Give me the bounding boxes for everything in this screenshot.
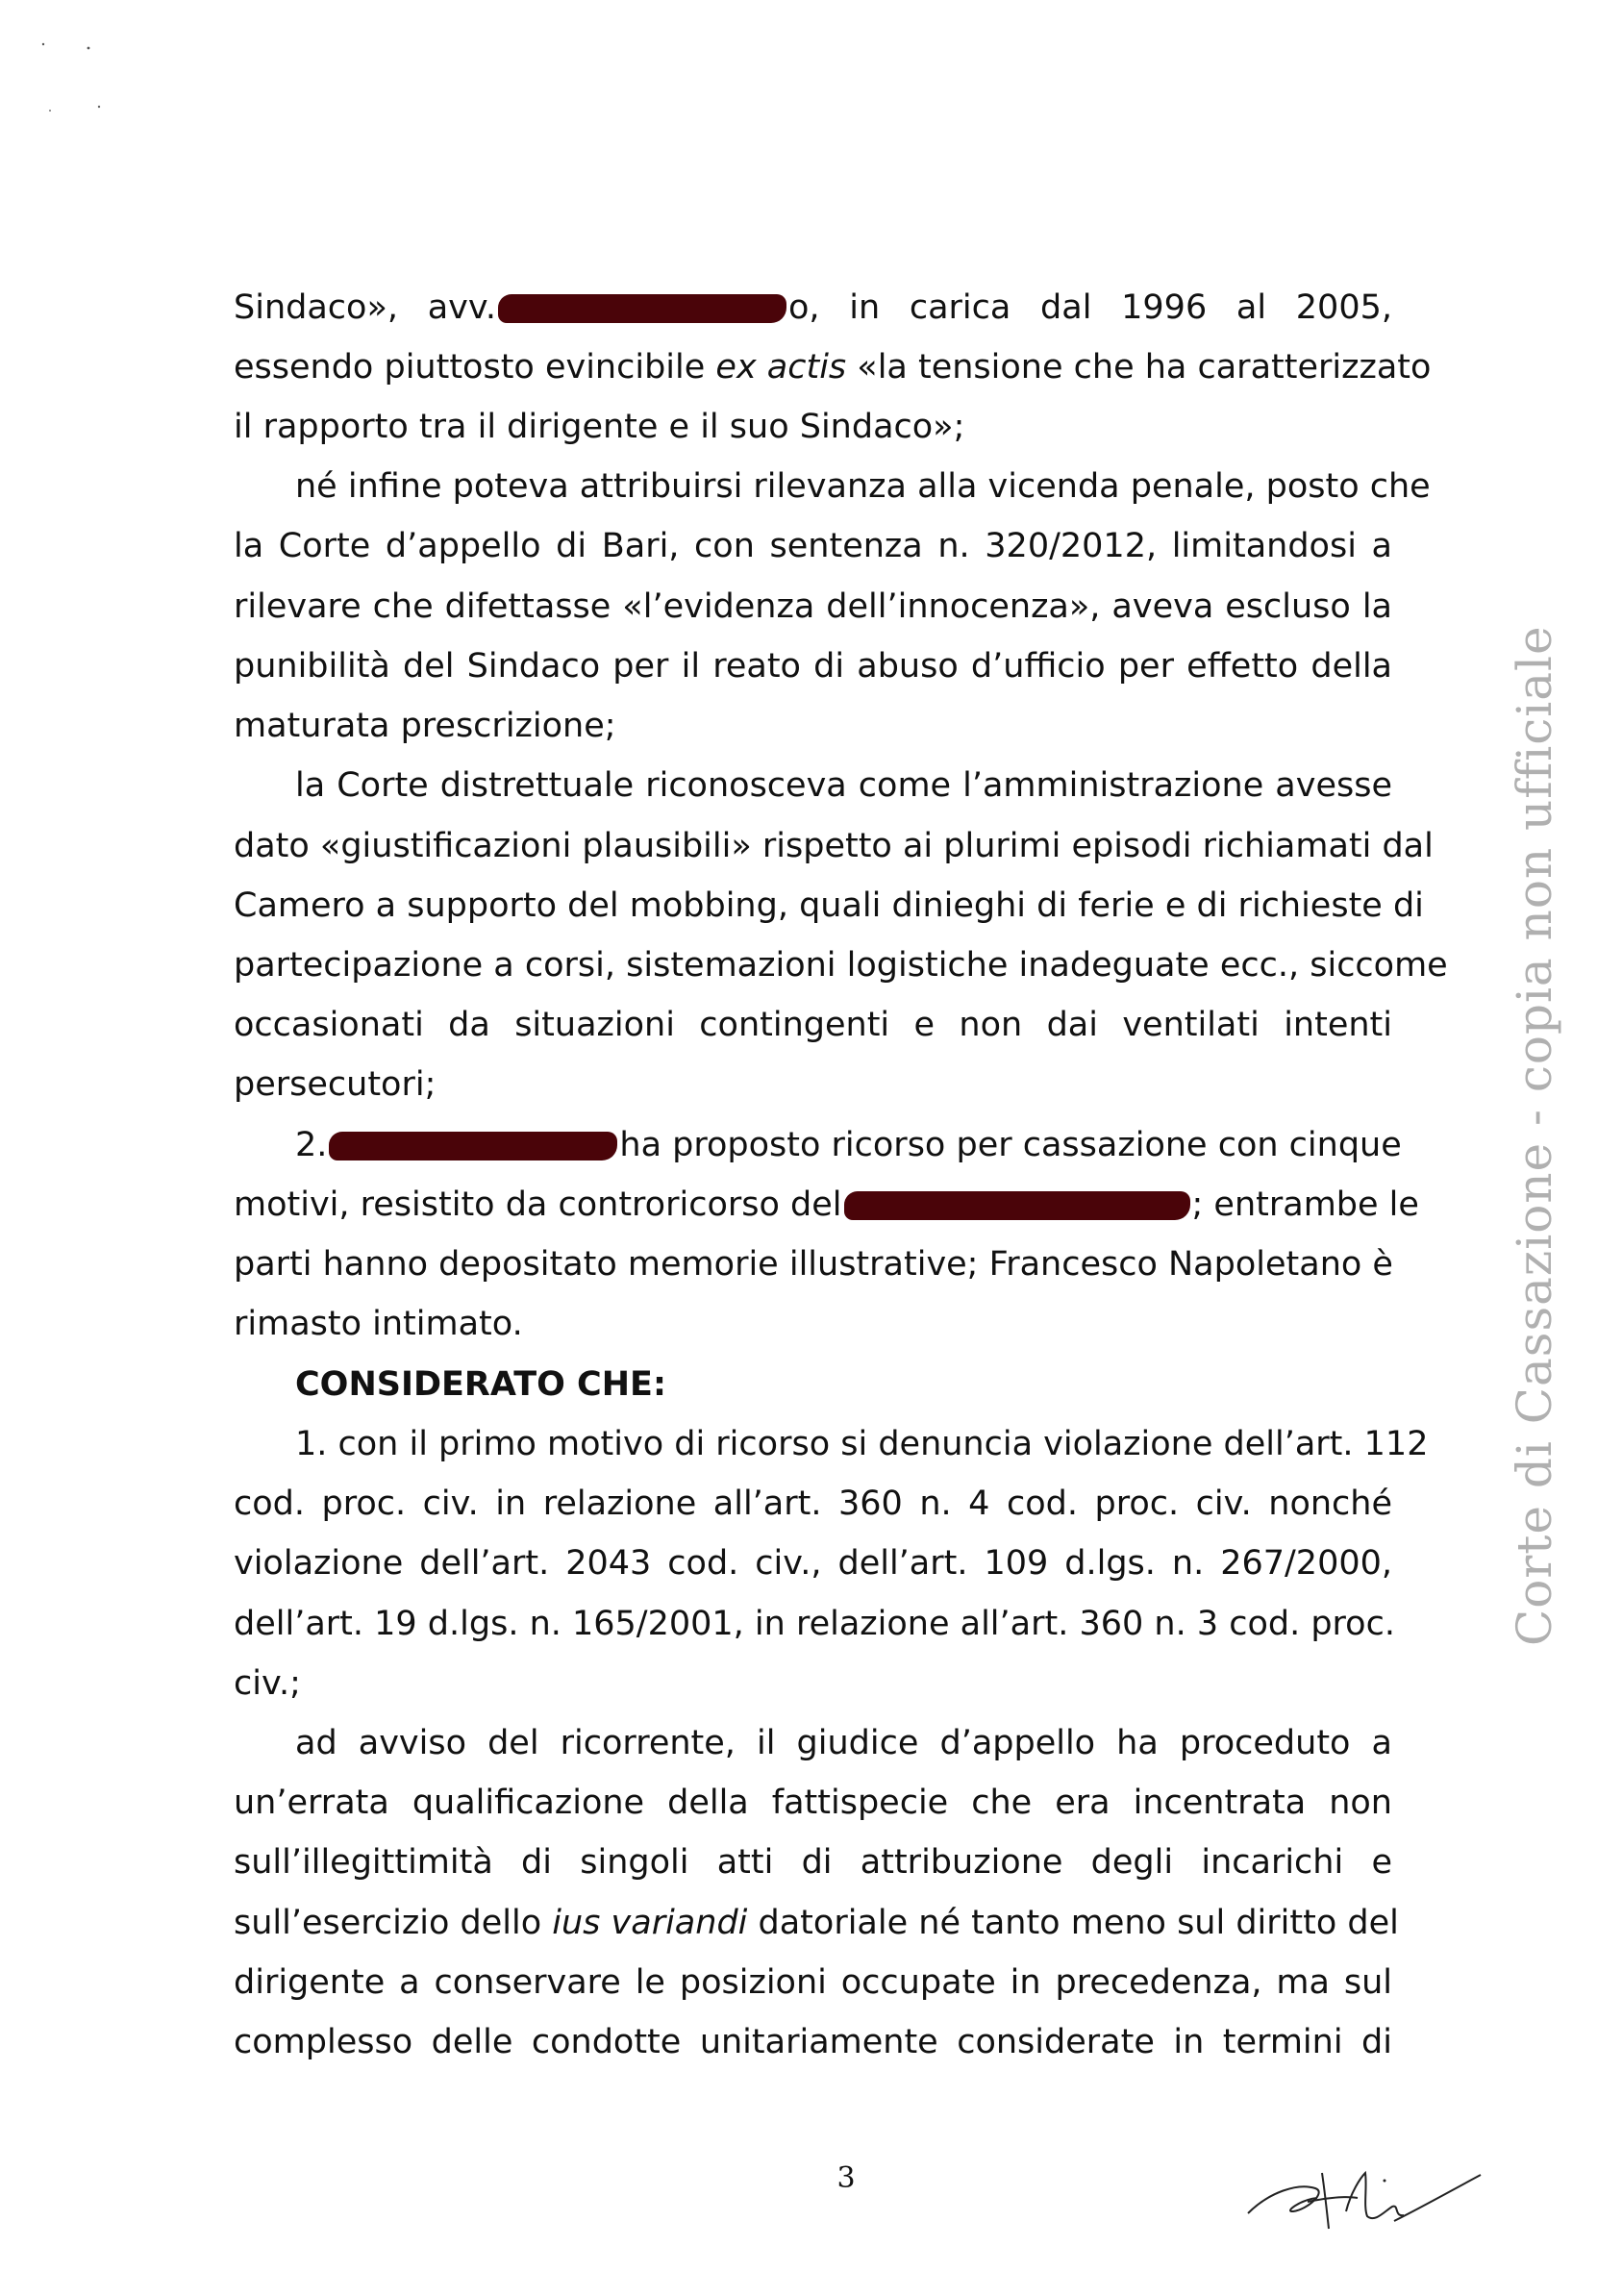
scan-specks: [38, 38, 115, 125]
text-line: un’errata qualificazione della fattispecie che era incentrata non: [234, 1784, 1392, 1822]
text-line: 2. ha proposto ricorso per cassazione con cinque: [295, 1126, 1402, 1164]
text-line: maturata prescrizione;: [234, 707, 616, 745]
text-line: motivi, resistito da controricorso del ; entrambe le: [234, 1185, 1419, 1224]
text-line: la Corte d’appello di Bari, con sentenza n. 320/2012, limitandosi a: [234, 527, 1392, 565]
text-line: Sindaco», avv. o, in carica dal 1996 al 2005,: [234, 288, 1392, 327]
text-line: dell’art. 19 d.lgs. n. 165/2001, in relazione all’art. 360 n. 3 cod. proc.: [234, 1605, 1395, 1643]
text-line: parti hanno depositato memorie illustrative; Francesco Napoletano è: [234, 1245, 1393, 1284]
text-line: persecutori;: [234, 1065, 437, 1104]
text-line: civ.;: [234, 1664, 301, 1703]
text-line: violazione dell’art. 2043 cod. civ., dell’art. 109 d.lgs. n. 267/2000,: [234, 1544, 1392, 1583]
text-line: Camero a supporto del mobbing, quali dinieghi di ferie e di richieste di: [234, 886, 1424, 925]
text-line: sull’illegittimità di singoli atti di attribuzione degli incarichi e: [234, 1843, 1392, 1882]
text-line: cod. proc. civ. in relazione all’art. 360 n. 4 cod. proc. civ. nonché: [234, 1485, 1392, 1523]
text-line: ad avviso del ricorrente, il giudice d’appello ha proceduto a: [295, 1724, 1392, 1762]
signature-mark: [1240, 2154, 1490, 2240]
section-heading: CONSIDERATO CHE:: [295, 1365, 666, 1404]
text-line: il rapporto tra il dirigente e il suo Sindaco»;: [234, 408, 965, 446]
text-line: occasionati da situazioni contingenti e non dai ventilati intenti: [234, 1006, 1392, 1044]
text-line: punibilità del Sindaco per il reato di abuso d’ufficio per effetto della: [234, 647, 1392, 686]
text-line: rilevare che difettasse «l’evidenza dell’innocenza», aveva escluso la: [234, 587, 1392, 626]
text-line: rimasto intimato.: [234, 1305, 523, 1343]
text-line: dirigente a conservare le posizioni occupate in precedenza, ma sul: [234, 1963, 1392, 2002]
text-line: complesso delle condotte unitariamente considerate in termini di: [234, 2023, 1392, 2061]
text-line: dato «giustificazioni plausibili» rispetto ai plurimi episodi richiamati dal: [234, 827, 1434, 865]
text-line: partecipazione a corsi, sistemazioni logistiche inadeguate ecc., siccome: [234, 946, 1448, 985]
redaction-mark: [329, 1132, 617, 1160]
text-line: la Corte distrettuale riconosceva come l’amministrazione avesse: [295, 766, 1392, 805]
watermark: Corte di Cassazione - copia non ufficiale: [1507, 625, 1562, 1646]
redaction-mark: [498, 294, 786, 323]
redaction-mark: [844, 1191, 1190, 1220]
text-line: essendo piuttosto evincibile ex actis «la tensione che ha caratterizzato: [234, 348, 1432, 387]
text-line: 1. con il primo motivo di ricorso si denuncia violazione dell’art. 112: [295, 1425, 1429, 1463]
text-line: né infine poteva attribuirsi rilevanza alla vicenda penale, posto che: [295, 467, 1431, 506]
text-line: sull’esercizio dello ius variandi datoriale né tanto meno sul diritto del: [234, 1904, 1399, 1942]
page-number: 3: [836, 2161, 856, 2195]
